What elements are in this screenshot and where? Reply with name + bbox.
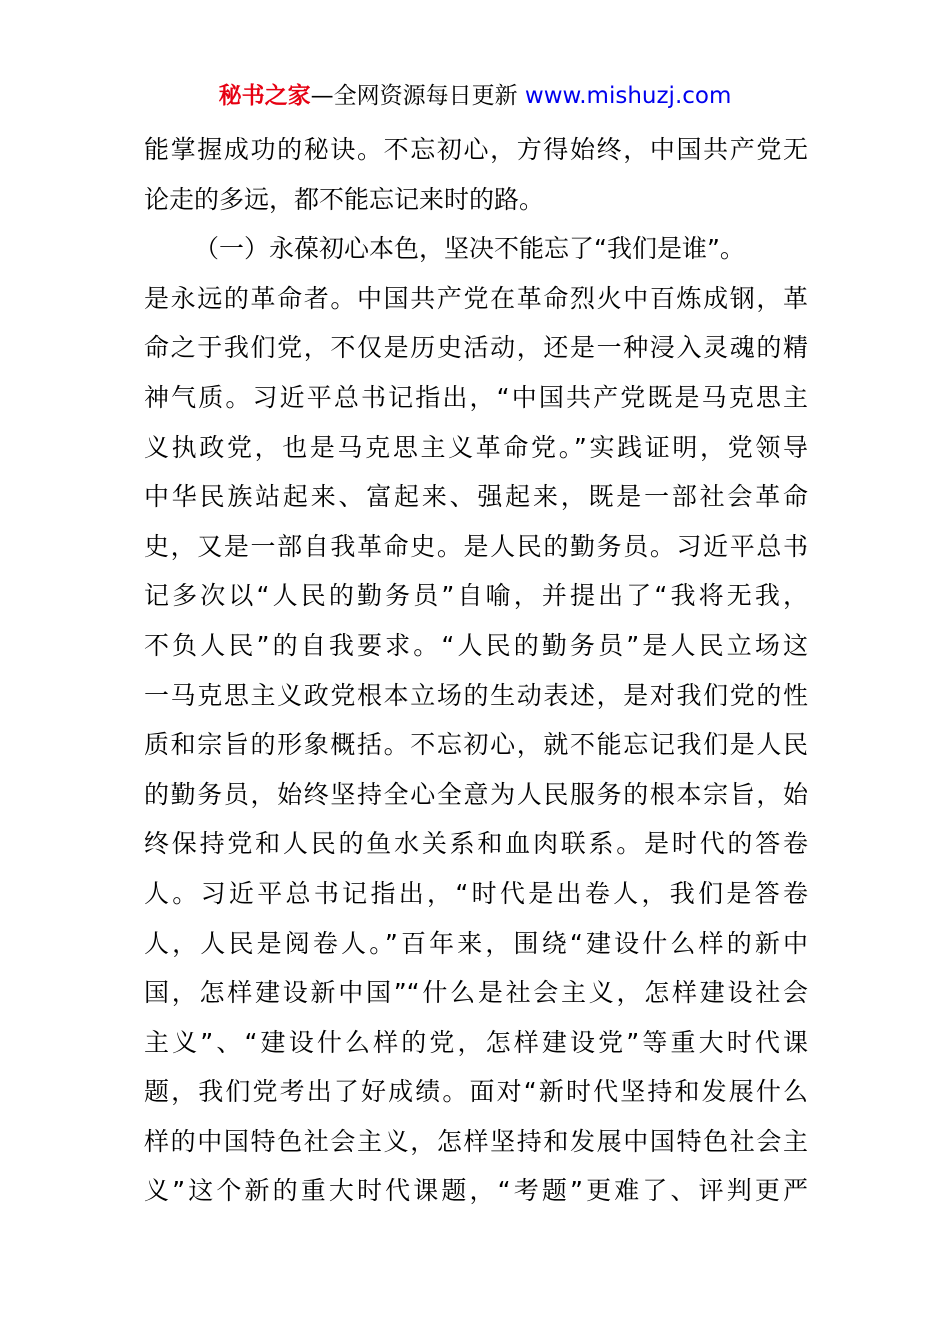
text-line: 中华民族站起来、富起来、强起来，既是一部社会革命	[144, 482, 808, 512]
text-line: 题，我们党考出了好成绩。面对“新时代坚持和发展什么	[144, 1077, 808, 1107]
text-line: 能掌握成功的秘诀。不忘初心，方得始终，中国共产党无	[144, 135, 808, 164]
document-body	[144, 125, 808, 1216]
text-line: 记多次以“人民的勤务员”自喻，并提出了“我将无我，	[144, 581, 808, 611]
header-url-link[interactable]: www.mishuzj.com	[524, 83, 732, 109]
text-line: 样的中国特色社会主义，怎样坚持和发展中国特色社会主	[144, 1126, 808, 1156]
text-line: 国，怎样建设新中国”“什么是社会主义，怎样建设社会	[144, 978, 808, 1008]
text-line: 史，又是一部自我革命史。是人民的勤务员。习近平总书	[144, 531, 808, 561]
text-line: 人。习近平总书记指出，“时代是出卷人，我们是答卷	[144, 878, 808, 908]
text-line: 人，人民是阅卷人。”百年来，围绕“建设什么样的新中	[144, 928, 808, 958]
text-line: 不负人民”的自我要求。“人民的勤务员”是人民立场这	[144, 630, 808, 660]
header-brand: 秘书之家	[218, 83, 311, 109]
text-line: 一马克思主义政党根本立场的生动表述，是对我们党的性	[144, 680, 808, 710]
text-line: 义”这个新的重大时代课题，“考题”更难了、评判更严	[144, 1176, 808, 1206]
text-line: 论走的多远，都不能忘记来时的路。	[144, 184, 545, 214]
text-line: 命之于我们党，不仅是历史活动，还是一种浸入灵魂的精	[144, 333, 808, 363]
text-line: 质和宗旨的形象概括。不忘初心，就不能忘记我们是人民	[144, 730, 808, 760]
text-line: 主义”、“建设什么样的党，怎样建设党”等重大时代课	[144, 1027, 808, 1057]
text-line: 终保持党和人民的鱼水关系和血肉联系。是时代的答卷	[144, 829, 808, 859]
section-heading-line: （一）永葆初心本色，坚决不能忘了“我们是谁”。	[194, 234, 745, 264]
text-line: 义执政党，也是马克思主义革命党。”实践证明，党领导	[144, 432, 808, 462]
header-tagline: —全网资源每日更新	[310, 83, 518, 109]
text-line: 神气质。习近平总书记指出，“中国共产党既是马克思主	[144, 382, 808, 412]
text-line: 是永远的革命者。中国共产党在革命烈火中百炼成钢，革	[144, 283, 808, 313]
page-header	[0, 80, 950, 112]
text-line: 的勤务员，始终坚持全心全意为人民服务的根本宗旨，始	[144, 779, 808, 809]
